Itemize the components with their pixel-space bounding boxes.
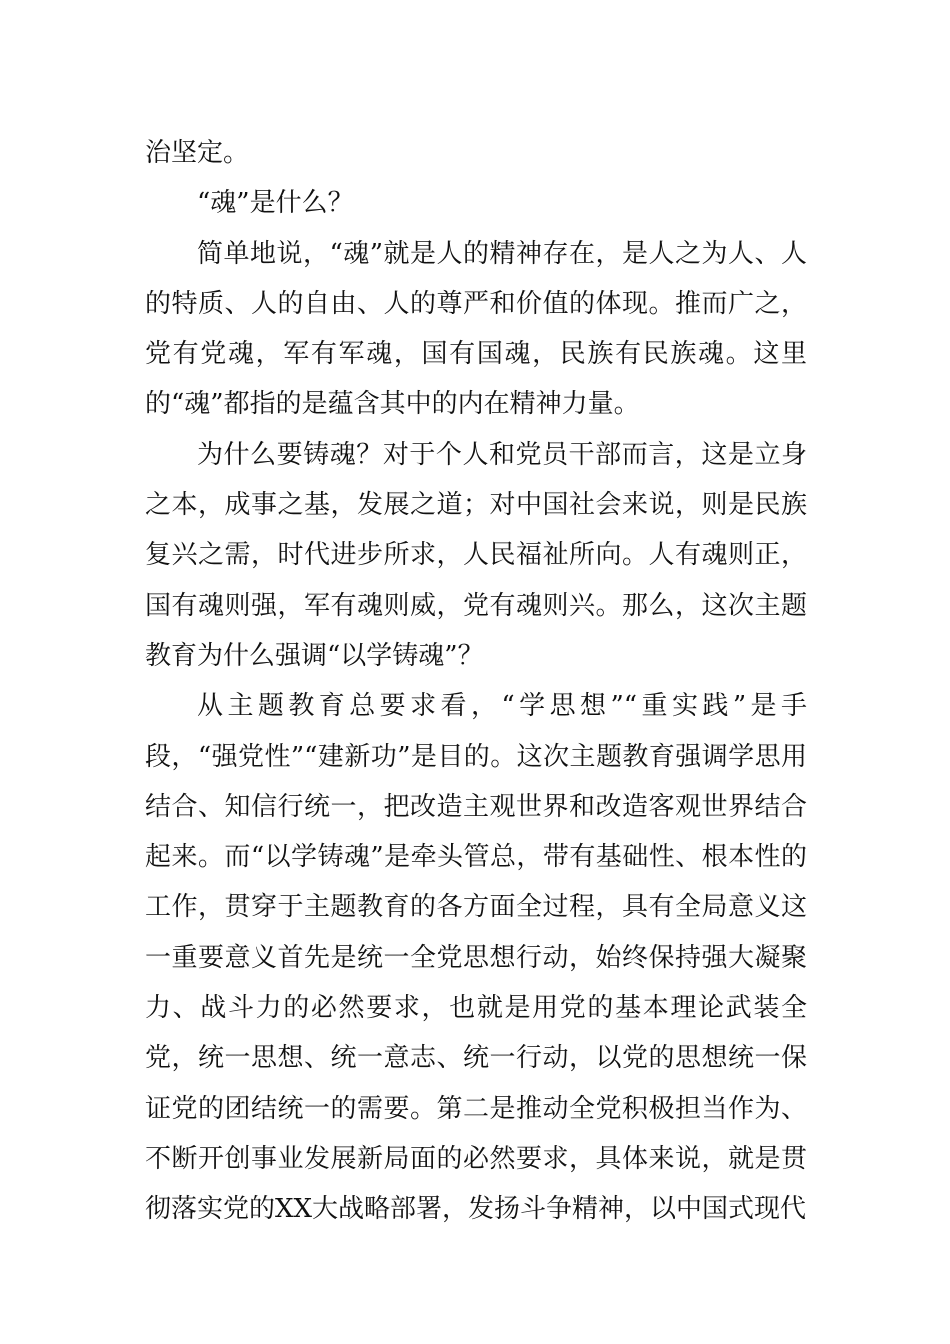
paragraph-question-soul: “魂”是什么？ bbox=[197, 188, 354, 219]
paragraph-definition-soul: 简单地说，“魂”就是人的精神存在，是人之为人、人的特质、人的自由、人的尊严和价值的体现。推而广之，党有党魂，军有军魂，国有国魂，民族有民族魂。这里的“魂”都指的是蕴含其中的内在精神力量。 bbox=[145, 238, 807, 420]
paragraph-continuation: 治坚定。 bbox=[145, 138, 250, 168]
paragraph-why-cast-soul: 为什么要铸魂？对于个人和党员干部而言，这是立身之本，成事之基，发展之道；对中国社会来说，则是民族复兴之需，时代进步所求，人民福祉所向。人有魂则正，国有魂则强，军有魂则威，党有魂则兴。那么，这次主题教育为什么强调“以学铸魂”？ bbox=[145, 439, 807, 671]
document-body bbox=[145, 128, 807, 1235]
paragraph-theme-education: 从主题教育总要求看，“学思想”“重实践”是手段，“强党性”“建新功”是目的。这次主题教育强调学思用结合、知信行统一，把改造主观世界和改造客观世界结合起来。而“以学铸魂”是牵头管总，带有基础性、根本性的工作，贯穿于主题教育的各方面全过程，具有全局意义这一重要意义首先是统一全党思想行动，始终保持强大凝聚力、战斗力的必然要求，也就是用党的基本理论武装全党，统一思想、统一意志、统一行动，以党的思想统一保证党的团结统一的需要。第二是推动全党积极担当作为、不断开创事业发展新局面的必然要求，具体来说，就是贯彻落实党的XX大战略部署，发扬斗争精神，以中国式现代 bbox=[145, 691, 807, 1225]
